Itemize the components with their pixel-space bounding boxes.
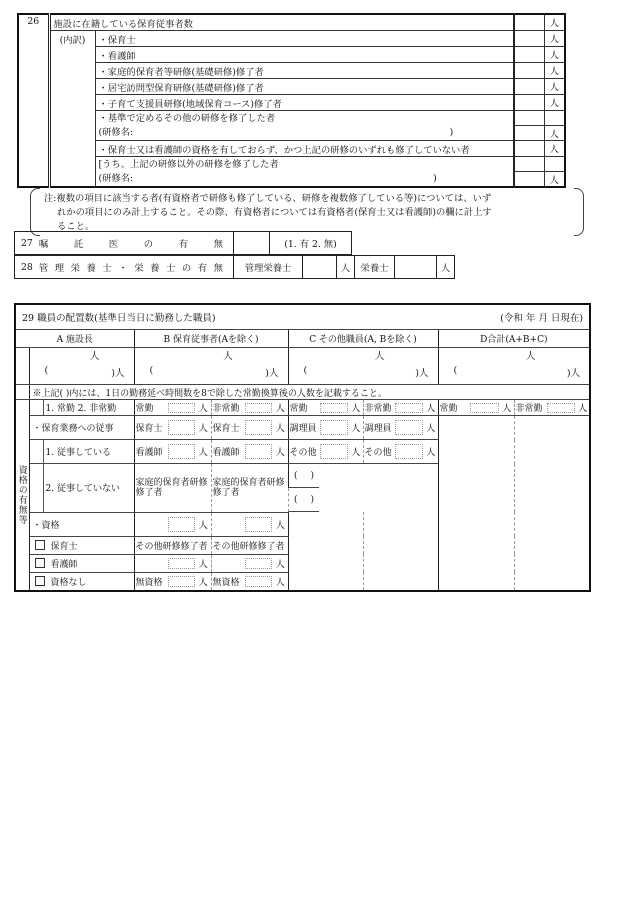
side-strip (15, 385, 29, 400)
checkbox-label: 資格なし (50, 577, 87, 588)
unit-label: 人 (500, 400, 514, 416)
unit-cell (544, 157, 565, 188)
count-cell (244, 440, 273, 464)
b-sonota-kenshu-label: その他研修修了者 (211, 536, 288, 554)
staff-enrollment-table (17, 13, 566, 188)
c-sonota-label: その他 (363, 440, 394, 464)
count-cell (167, 416, 196, 440)
b-kangoshi-label: 看護師 (134, 440, 167, 464)
section-number: 28 (21, 261, 33, 273)
count-cell (244, 400, 273, 416)
item-line1: [うち、上記の研修以外の研修を修了した者 (98, 158, 279, 170)
c-other-write-in[interactable]: ( ) (288, 488, 319, 512)
doctor-label-cell (15, 232, 234, 255)
unit-label: 人 (273, 400, 288, 416)
doctor-options: (1. 有 2. 無) (270, 232, 352, 255)
item-label: ・子育て支援員研修(地域保育コース)修了者 (95, 95, 514, 111)
checkbox-row (29, 572, 134, 591)
c-fulltime-count-input[interactable] (320, 403, 348, 413)
b-parttime-label: 非常勤 (211, 400, 244, 416)
b-katei-label: 家庭的保育者研修 修了者 (211, 464, 288, 513)
kijun-count-input[interactable] (515, 126, 544, 140)
unit-label: 人 (196, 440, 211, 464)
c-sonota-ft-input[interactable] (320, 444, 348, 459)
unit-label: 人 (544, 141, 565, 157)
count-cell (469, 400, 500, 416)
spacer (515, 157, 544, 172)
fulltime-legend: 1. 常勤 2. 非常勤 (43, 400, 134, 416)
count-cell (244, 512, 273, 536)
nutritionist-count-input[interactable] (395, 256, 437, 279)
unit-label: 人 (273, 572, 288, 591)
empty-label (211, 512, 244, 536)
d-fulltime-count-input[interactable] (470, 403, 499, 413)
c-sonota-pt-input[interactable] (395, 444, 423, 459)
unit-label: 人 (349, 400, 363, 416)
empty-label (211, 554, 244, 572)
c-headcount-cell[interactable]: 人 ( )人 (288, 348, 438, 385)
unit-label: 人 (544, 14, 565, 31)
b-fulltime-count-input[interactable] (168, 403, 195, 413)
unit-label: 人 (349, 416, 363, 440)
d-fulltime-label: 常勤 (438, 400, 469, 416)
checkbox-label: 看護師 (50, 559, 78, 570)
indent-cell (29, 440, 43, 464)
uchi-count-input[interactable] (515, 172, 544, 186)
managed-dietitian-count-input[interactable] (303, 256, 337, 279)
breakdown-label: (内訳) (49, 31, 95, 188)
commissioned-doctor-table (14, 231, 352, 255)
unit-label: 人 (544, 79, 565, 95)
section-number: 26 (18, 14, 49, 187)
section26-title: 施設に在籍している保育従事者数 (49, 14, 514, 31)
c-chouri-label: 調理員 (363, 416, 394, 440)
checkbox-row (29, 536, 134, 554)
hoikushi-count-input[interactable] (514, 31, 544, 47)
b-mushikaku-ft-input[interactable] (168, 576, 195, 587)
count-cell (167, 400, 196, 416)
b-mushikaku-pt-input[interactable] (245, 576, 272, 587)
b-kangoshi-label: 看護師 (211, 440, 244, 464)
b-fulltime-label: 常勤 (134, 400, 167, 416)
item-label: ・家庭的保育者等研修(基礎研修)修了者 (95, 63, 514, 79)
spacer (515, 111, 544, 126)
d-parttime-label: 非常勤 (514, 400, 546, 416)
unit-label: 人 (544, 31, 565, 47)
count-cell (546, 400, 576, 416)
section26-note (30, 188, 584, 236)
count-cell (319, 416, 349, 440)
unit-label: 人 (549, 175, 559, 186)
b-kangoshi-ft-input[interactable] (168, 444, 195, 459)
unit-label: 人 (544, 47, 565, 63)
left-bracket (30, 188, 40, 236)
item-label: ・居宅訪問型保育研修(基礎研修)修了者 (95, 79, 514, 95)
count-cell (319, 440, 349, 464)
engaged-option[interactable]: 1. 従事している (43, 440, 134, 464)
managed-dietitian-label: 管理栄養士 (234, 256, 303, 279)
unit-label: 人 (424, 416, 438, 440)
b-sonota-ft-input[interactable] (168, 558, 195, 569)
item-line1: ・基準で定めるその他の研修を修了した者 (98, 112, 276, 124)
unit-label: 人 (337, 256, 355, 279)
column-header-d: D合計(A+B+C) (438, 330, 590, 348)
b-sonota-pt-input[interactable] (245, 558, 272, 569)
b-hoikushi-label: 保育士 (134, 416, 167, 440)
not-engaged-option[interactable]: 2. 従事していない (43, 464, 134, 513)
unit-label: 人 (576, 400, 590, 416)
unit-label: 人 (196, 400, 211, 416)
training-name-open: (研修名: (98, 126, 134, 138)
unit-label: 人 (544, 63, 565, 79)
checkbox-kangoshi[interactable] (35, 558, 45, 568)
empty-label (134, 554, 167, 572)
kijun-count-cell (514, 111, 544, 141)
unit-label: 人 (273, 416, 288, 440)
b-sonota-kenshu-label: その他研修修了者 (134, 536, 211, 554)
item-label: ・保育士又は看護師の資格を有しておらず、かつ上記の研修のいずれも修了していない者 (95, 141, 514, 157)
unit-label: 人 (196, 572, 211, 591)
qualification-side-label: 資格の有無等 (15, 400, 29, 591)
unit-cell (544, 111, 565, 141)
spacer (545, 157, 565, 172)
kateiteki-count-input[interactable] (514, 63, 544, 79)
training-name-close: ) (433, 172, 437, 184)
column-header-c: C その他職員(A, Bを除く) (288, 330, 438, 348)
checkbox-hoikushi[interactable] (35, 540, 45, 550)
unit-label: 人 (273, 512, 288, 536)
b-katei-label: 家庭的保育者研修 修了者 (134, 464, 211, 513)
item-label (95, 111, 514, 141)
count-cell (394, 440, 424, 464)
b-hoikushi-label: 保育士 (211, 416, 244, 440)
engage-row-label: ・保育業務への従事 (29, 416, 134, 440)
kosodate-count-input[interactable] (514, 95, 544, 111)
count-cell (167, 512, 196, 536)
checkbox-label: 保育士 (50, 541, 78, 552)
d-fulltime-area (438, 416, 514, 591)
doctor-label: 嘱託医の有無 (38, 239, 223, 250)
count-cell (244, 554, 273, 572)
unit-label: 人 (424, 400, 438, 416)
empty-label (134, 512, 167, 536)
item-label: ・保育士 (95, 31, 514, 47)
staff-placement-table (14, 303, 591, 592)
qualification-row-label: ・資格 (29, 512, 134, 536)
date-label: (令和 年 月 日現在) (500, 313, 584, 324)
d-headcount-cell[interactable]: 人 ( )人 (438, 348, 590, 385)
c-fulltime-area (288, 512, 363, 591)
b-hoikushi-pt-input[interactable] (245, 420, 272, 435)
section29-title: 29 職員の配置数(基準日当日に勤務した職員) (22, 313, 216, 324)
training-name-input-1[interactable] (133, 126, 449, 140)
indent-cell (29, 464, 43, 513)
dietitian-table (14, 255, 455, 279)
note-line: 注:複数の項目に該当する者(有資格者で研修も修了している、研修を複数修了している等)については、いず (44, 193, 492, 204)
count-cell (244, 416, 273, 440)
doctor-answer-input[interactable] (234, 232, 270, 255)
c-chouri-pt-input[interactable] (395, 420, 423, 435)
training-name-input-2[interactable] (133, 172, 433, 186)
b-parttime-count-input[interactable] (245, 403, 272, 413)
unit-label: 人 (196, 416, 211, 440)
unit-label: 人 (273, 554, 288, 572)
column-header-b: B 保育従事者(Aを除く) (134, 330, 288, 348)
training-name-close: ) (449, 126, 454, 138)
count-cell (167, 554, 196, 572)
section-number: 27 (21, 237, 33, 249)
count-cell (167, 572, 196, 591)
indent-cell (29, 400, 43, 416)
d-parttime-area (514, 416, 590, 591)
c-chouri-ft-input[interactable] (320, 420, 348, 435)
side-strip (15, 348, 29, 385)
checkbox-row (29, 554, 134, 572)
c-parttime-count-input[interactable] (395, 403, 423, 413)
c-chouri-label: 調理員 (288, 416, 319, 440)
item-label (95, 157, 514, 188)
kangoshi-count-input[interactable] (514, 47, 544, 63)
b-katei-ft-input[interactable] (168, 517, 195, 532)
count-cell (394, 400, 424, 416)
count-cell (319, 400, 349, 416)
c-parttime-label: 非常勤 (363, 400, 394, 416)
unit-label: 人 (424, 440, 438, 464)
c-parttime-area (363, 512, 438, 591)
nutritionist-label: 栄養士 (355, 256, 395, 279)
section29-title-row (15, 304, 590, 330)
right-bracket (574, 188, 584, 236)
b-headcount-cell[interactable]: 人 ( )人 (134, 348, 288, 385)
c-fulltime-label: 常勤 (288, 400, 319, 416)
unit-label: 人 (349, 440, 363, 464)
fte-note: ※上記( )内には、1日の勤務延べ時間数を8で除した常勤換算後の人数を記載すること。 (29, 385, 590, 400)
uchi-count-cell (514, 157, 544, 188)
d-parttime-count-input[interactable] (547, 403, 575, 413)
unit-label: 人 (196, 512, 211, 536)
dietitian-label-cell (15, 256, 234, 279)
c-sonota-label: その他 (288, 440, 319, 464)
count-cell (167, 440, 196, 464)
unit-label: 人 (273, 440, 288, 464)
unit-label: 人 (549, 129, 559, 140)
count-cell (244, 572, 273, 591)
dietitian-row-label: 管理栄養士・栄養士の有無 (38, 263, 223, 274)
b-hoikushi-ft-input[interactable] (168, 420, 195, 435)
unit-label: 人 (437, 256, 455, 279)
b-kangoshi-pt-input[interactable] (245, 444, 272, 459)
checkbox-no-qualification[interactable] (35, 576, 45, 586)
unit-label: 人 (196, 554, 211, 572)
b-mushikaku-label: 無資格 (134, 572, 167, 591)
item-label: ・看護師 (95, 47, 514, 63)
training-name-open: (研修名: (98, 172, 134, 184)
count-cell (394, 416, 424, 440)
a-headcount-cell[interactable]: 人 ( )人 (29, 348, 134, 385)
note-line: れかの項目にのみ計上すること。その際、有資格者については有資格者(保育士又は看護師)の欄に計上す (57, 206, 492, 218)
kyotaku-count-input[interactable] (514, 79, 544, 95)
note-line: ること。 (57, 220, 95, 232)
noqual-count-input[interactable] (514, 141, 544, 157)
b-katei-pt-input[interactable] (245, 517, 272, 532)
unit-label: 人 (544, 95, 565, 111)
c-other-write-in[interactable]: ( ) (288, 464, 319, 488)
spacer (545, 111, 565, 126)
staff-total-input[interactable] (514, 14, 544, 31)
column-header-a: A 施設長 (15, 330, 134, 348)
b-mushikaku-label: 無資格 (211, 572, 244, 591)
